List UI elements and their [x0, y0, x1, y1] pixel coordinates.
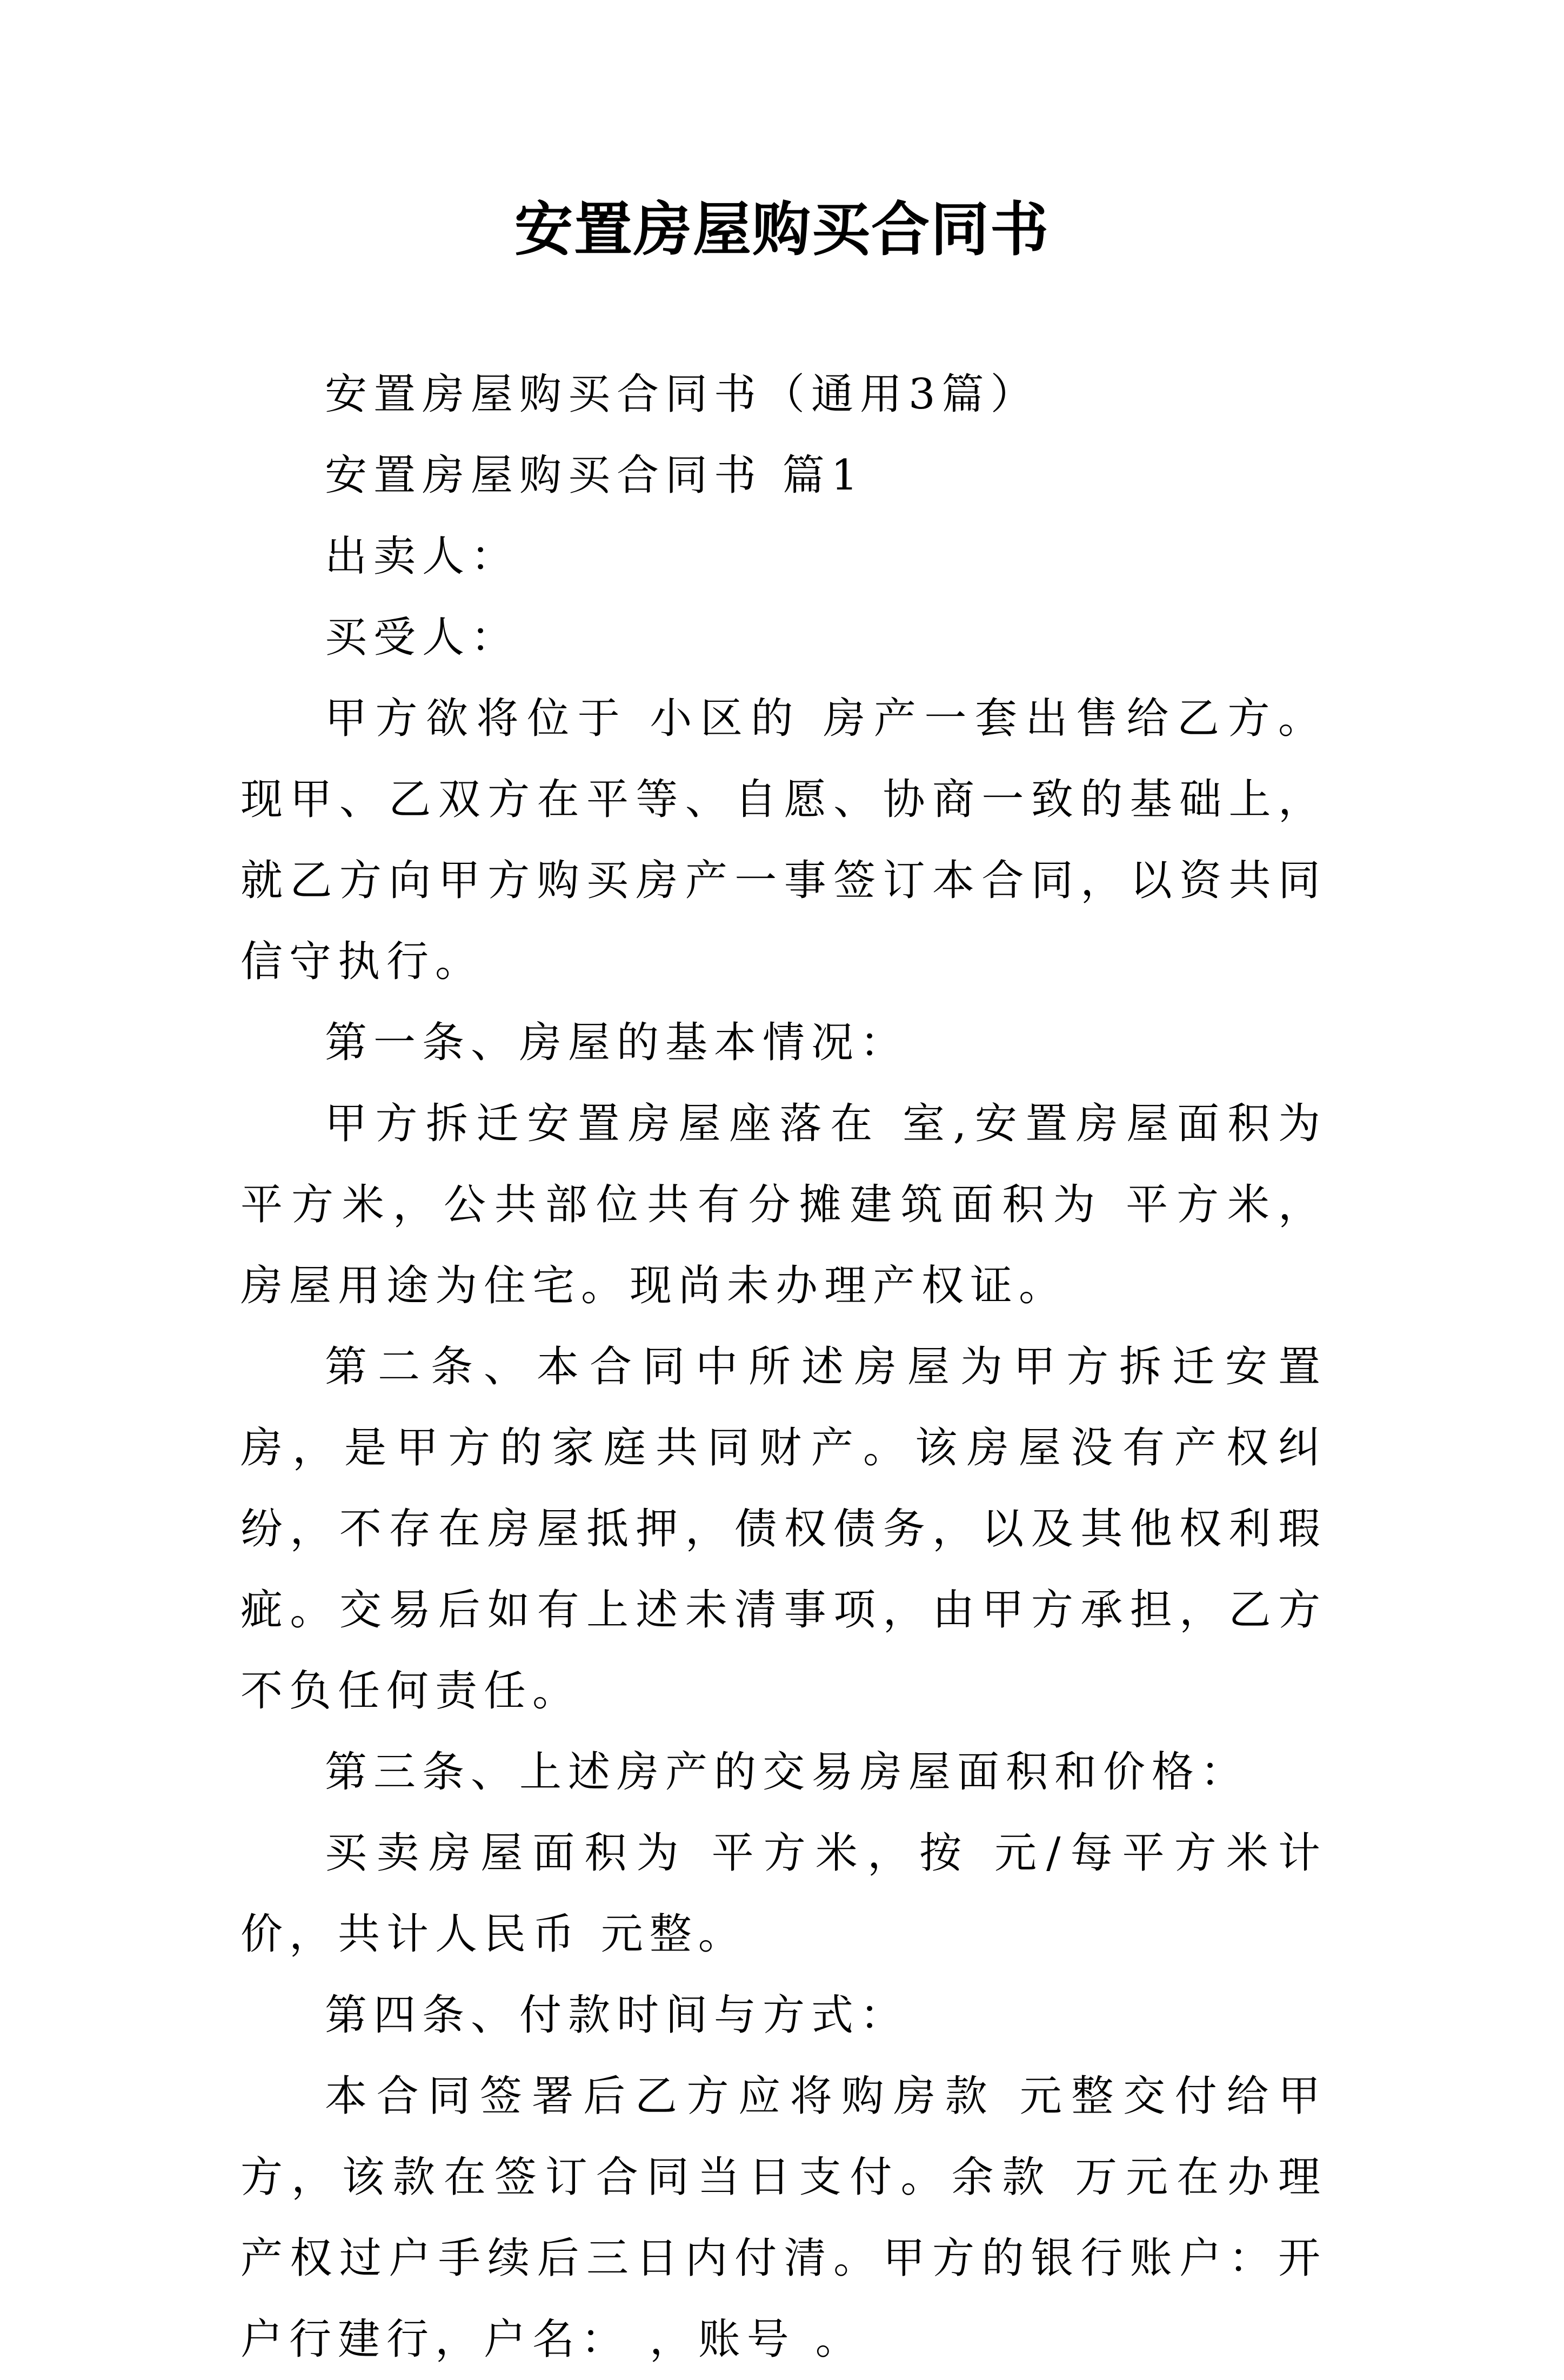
paragraph-article-1-body: 甲方拆迁安置房屋座落在 室,安置房屋面积为 平方米，公共部位共有分摊建筑面积为 平方米，房屋用途为住宅。现尚未办理产权证。 [240, 1100, 1327, 1310]
document-title: 安置房屋购买合同书 [514, 196, 1050, 264]
paragraph-collection-heading: 安置房屋购买合同书（通用3篇） [325, 370, 1039, 419]
paragraph-article-4-heading: 第四条、付款时间与方式： [325, 1991, 909, 2040]
paragraph-preamble: 甲方欲将位于 小区的 房产一套出售给乙方。现甲、乙双方在平等、自愿、协商一致的基础上，就乙方向甲方购买房产一事签订本合同，以资共同信守执行。 [240, 694, 1327, 986]
paragraph-article-4-body: 本合同签署后乙方应将购房款 元整交付给甲方，该款在签订合同当日支付。余款 万元在办理产权过户手续后三日内付清。甲方的银行账户：开户行建行，户名： ，账号 。 [240, 2072, 1327, 2364]
paragraph-article-3-heading: 第三条、上述房产的交易房屋面积和价格： [325, 1748, 1249, 1796]
paragraph-buyer: 买受人： [325, 613, 520, 662]
paragraph-article-3-body: 买卖房屋面积为 平方米，按 元/每平方米计价，共计人民币 元整。 [240, 1829, 1327, 1959]
paragraph-article-1-heading: 第一条、房屋的基本情况： [325, 1018, 909, 1067]
paragraph-part-heading: 安置房屋购买合同书 篇1 [325, 451, 865, 500]
document-body [240, 354, 1327, 2380]
paragraph-seller: 出卖人： [325, 532, 520, 581]
paragraph-article-2: 第二条、本合同中所述房屋为甲方拆迁安置房，是甲方的家庭共同财产。该房屋没有产权纠纷，不存在房屋抵押，债权债务，以及其他权利瑕疵。交易后如有上述未清事项，由甲方承担，乙方不负任何责任。 [240, 1343, 1327, 1715]
